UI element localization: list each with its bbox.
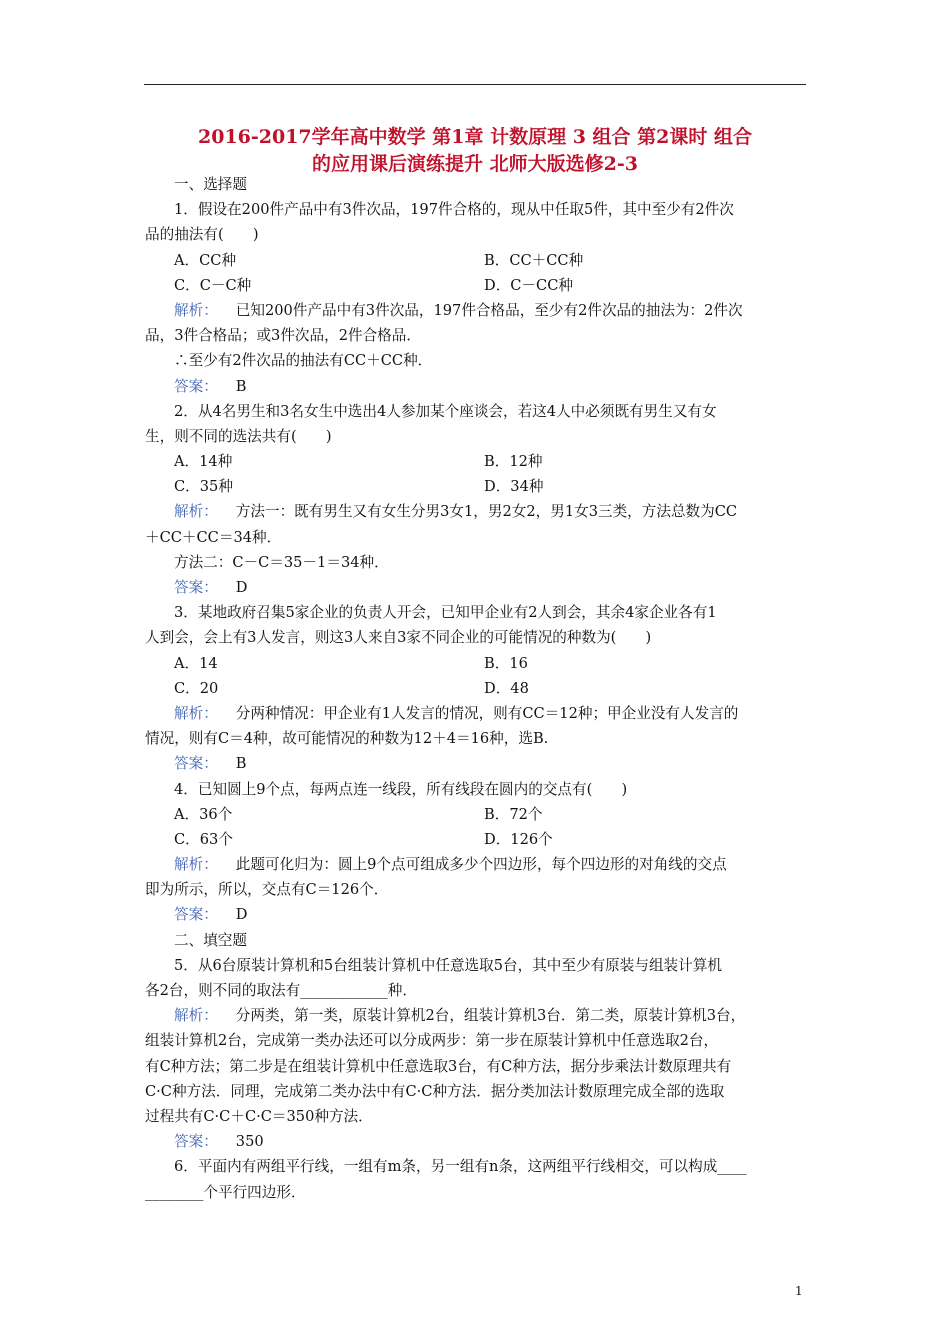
solution-text bbox=[145, 701, 807, 726]
solution-label: 解析： bbox=[174, 1007, 218, 1025]
page-number: 1 bbox=[795, 1284, 803, 1298]
header-rule bbox=[144, 84, 806, 85]
answer-label: 答案： bbox=[174, 906, 218, 924]
answer-value: D bbox=[235, 906, 248, 924]
option-row bbox=[145, 827, 807, 852]
document-body bbox=[145, 172, 807, 1205]
answer-label: 答案： bbox=[174, 1133, 218, 1151]
answer-line bbox=[145, 751, 807, 776]
solution-body: 此题可化归为：圆上9个点可组成多少个四边形，每个四边形的对角线的交点 bbox=[235, 856, 727, 874]
question-text: ________个平行四边形． bbox=[145, 1183, 306, 1201]
option-row bbox=[145, 802, 807, 827]
question-text: 5．从6台原装计算机和5台组装计算机中任意选取5台，其中至少有原装与组装计算机 bbox=[174, 956, 722, 974]
question-text: 品的抽法有( ) bbox=[145, 226, 259, 244]
solution-text bbox=[145, 499, 807, 524]
option-d: D．126个 bbox=[484, 830, 553, 848]
option-row bbox=[145, 676, 807, 701]
option-row bbox=[145, 651, 807, 676]
solution-body: 方法一：既有男生又有女生分男3女1，男2女2，男1女3三类，方法总数为CC bbox=[235, 503, 738, 521]
answer-value: B bbox=[235, 755, 247, 773]
option-d: D．34种 bbox=[484, 478, 544, 496]
answer-line bbox=[145, 1129, 807, 1154]
solution-text: 有C种方法；第二步是在组装计算机中任意选取3台，有C种方法，据分步乘法计数原理共有 bbox=[145, 1057, 732, 1075]
option-a: A．14种 bbox=[174, 453, 233, 471]
option-d: D．C－CC种 bbox=[484, 276, 573, 294]
question-text: 人到会，会上有3人发言，则这3人来自3家不同企业的可能情况的种数为( ) bbox=[145, 629, 652, 647]
option-row bbox=[145, 449, 807, 474]
question-text: 生，则不同的选法共有( ) bbox=[145, 427, 332, 445]
option-row bbox=[145, 248, 807, 273]
solution-text: 品，3件合格品；或3件次品，2件合格品． bbox=[145, 327, 421, 345]
answer-line bbox=[145, 902, 807, 927]
solution-body: 分两类，第一类，原装计算机2台，组装计算机3台．第二类，原装计算机3台， bbox=[235, 1007, 746, 1025]
option-c: C．20 bbox=[174, 679, 219, 697]
option-row bbox=[145, 474, 807, 499]
option-b: B．72个 bbox=[484, 805, 543, 823]
question-text: 2．从4名男生和3名女生中选出4人参加某个座谈会，若这4人中必须既有男生又有女 bbox=[174, 402, 717, 420]
solution-text bbox=[145, 852, 807, 877]
option-a: A．CC种 bbox=[174, 251, 237, 269]
title-line-2: 的应用课后演练提升 北师大版选修2-3 bbox=[312, 153, 638, 175]
option-d: D．48 bbox=[484, 679, 529, 697]
solution-body: 已知200件产品中有3件次品，197件合格品，至少有2件次品的抽法为：2件次 bbox=[235, 301, 743, 319]
option-c: C．63个 bbox=[174, 830, 233, 848]
question-text: 1．假设在200件产品中有3件次品，197件合格的，现从中任取5件，其中至少有2件次 bbox=[174, 201, 734, 219]
option-a: A．36个 bbox=[174, 805, 233, 823]
option-c: C．C－C种 bbox=[174, 276, 252, 294]
question-text: 3．某地政府召集5家企业的负责人开会，已知甲企业有2人到会，其余4家企业各有1 bbox=[174, 604, 717, 622]
solution-label: 解析： bbox=[174, 704, 218, 722]
answer-value: 350 bbox=[235, 1133, 264, 1151]
option-c: C．35种 bbox=[174, 478, 233, 496]
option-b: B．12种 bbox=[484, 453, 543, 471]
option-row bbox=[145, 273, 807, 298]
section-heading: 二、填空题 bbox=[174, 931, 247, 949]
title-line-1: 2016-2017学年高中数学 第1章 计数原理 3 组合 第2课时 组合 bbox=[198, 126, 752, 148]
answer-line bbox=[145, 374, 807, 399]
answer-label: 答案： bbox=[174, 377, 218, 395]
section-heading: 一、选择题 bbox=[174, 176, 247, 193]
answer-label: 答案： bbox=[174, 755, 218, 773]
option-a: A．14 bbox=[174, 654, 218, 672]
question-text: 各2台，则不同的取法有____________种． bbox=[145, 982, 417, 999]
answer-line bbox=[145, 575, 807, 600]
solution-label: 解析： bbox=[174, 503, 218, 521]
question-text: 4．已知圆上9个点，每两点连一线段，所有线段在圆内的交点有( ) bbox=[174, 780, 628, 798]
solution-text: 方法二：C－C＝35－1＝34种． bbox=[174, 553, 389, 571]
solution-label: 解析： bbox=[174, 856, 218, 874]
option-b: B．16 bbox=[484, 654, 528, 672]
page-title bbox=[130, 124, 820, 178]
solution-text: 过程共有C·C＋C·C＝350种方法． bbox=[145, 1107, 373, 1125]
answer-value: B bbox=[235, 377, 247, 395]
solution-text: ＋CC＋CC＝34种． bbox=[145, 528, 282, 546]
solution-text: ∴至少有2件次品的抽法有CC＋CC种． bbox=[174, 352, 433, 370]
solution-body: 分两种情况：甲企业有1人发言的情况，则有CC＝12种；甲企业没有人发言的 bbox=[235, 704, 739, 722]
solution-text: 即为所示，所以，交点有C＝126个． bbox=[145, 881, 389, 899]
solution-text bbox=[145, 298, 807, 323]
answer-label: 答案： bbox=[174, 579, 218, 596]
solution-text: 情况，则有C＝4种，故可能情况的种数为12＋4＝16种，选B. bbox=[145, 730, 549, 748]
solution-text: 组装计算机2台，完成第一类办法还可以分成两步：第一步在原装计算机中任意选取2台， bbox=[145, 1032, 719, 1050]
answer-value: D bbox=[235, 579, 248, 596]
question-text: 6．平面内有两组平行线，一组有m条，另一组有n条，这两组平行线相交，可以构成____ bbox=[174, 1158, 747, 1176]
solution-text bbox=[145, 1003, 807, 1028]
solution-label: 解析： bbox=[174, 301, 218, 319]
solution-text: C·C种方法．同理，完成第二类办法中有C·C种方法．据分类加法计数原理完成全部的选取 bbox=[145, 1082, 725, 1100]
option-b: B．CC＋CC种 bbox=[484, 251, 584, 269]
